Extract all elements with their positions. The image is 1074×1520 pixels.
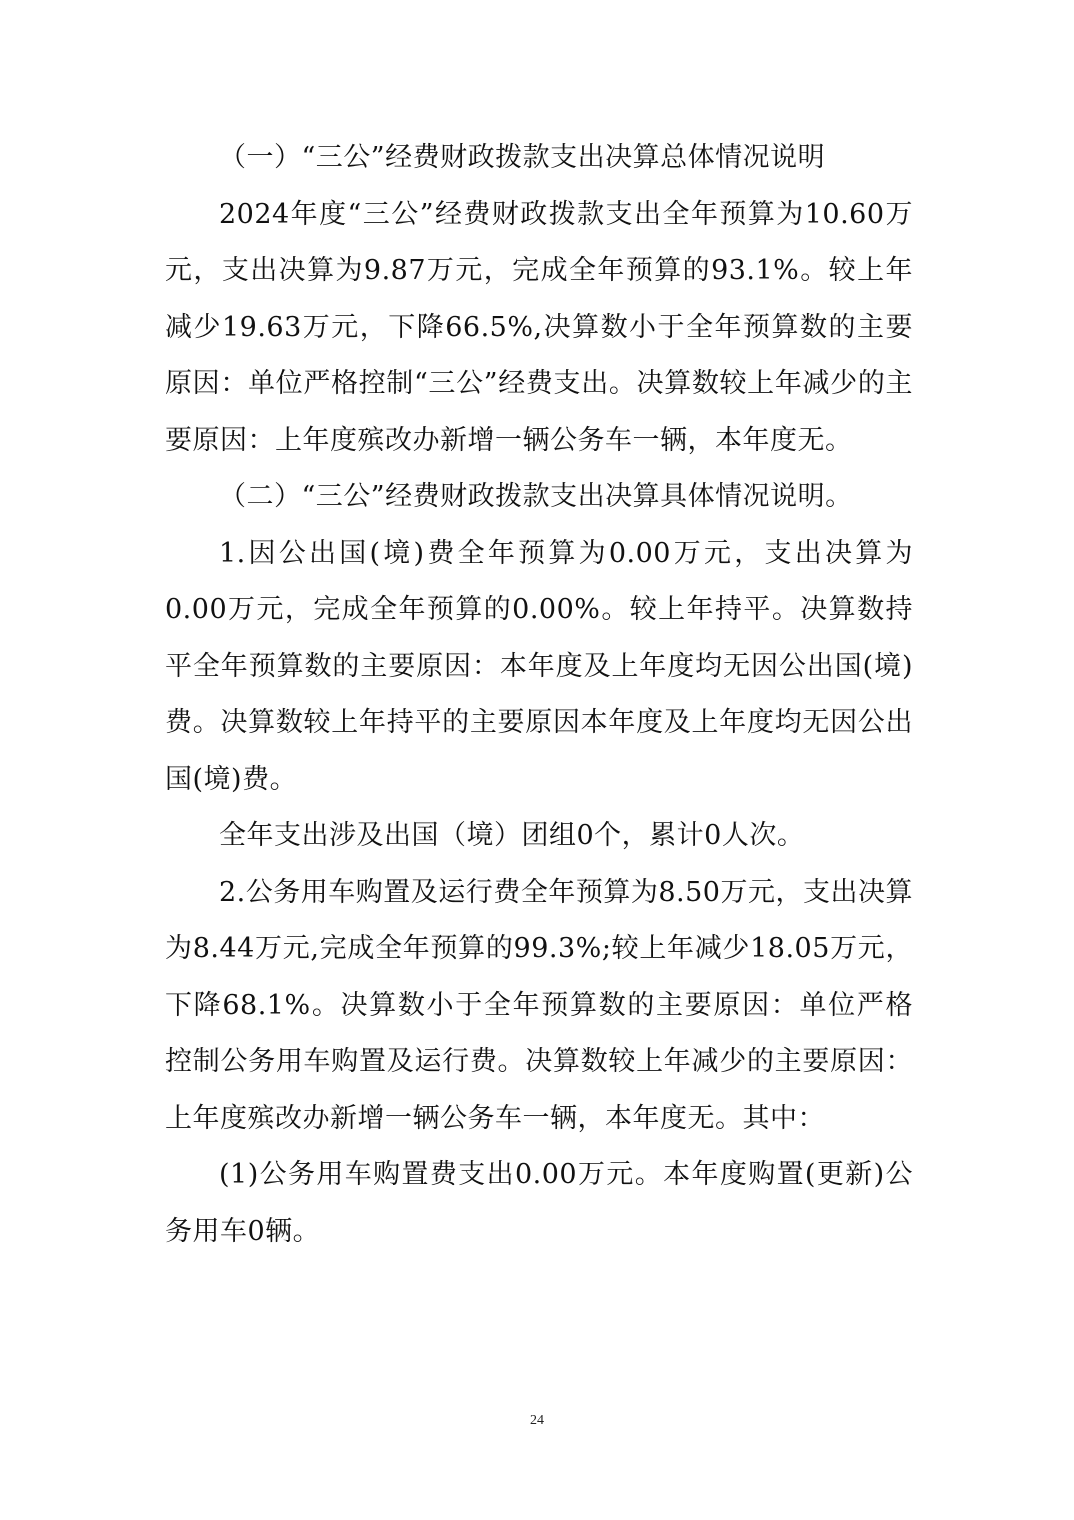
paragraph-overseas-travel: 1.因公出国(境)费全年预算为0.00万元，支出决算为0.00万元，完成全年预算的0.00%。较上年持平。决算数持平全年预算数的主要原因：本年度及上年度均无因公出国(境)费。决算数较上年持平的主要原因本年度及上年度均无因公出国(境)费。 (165, 537, 913, 795)
document-body (165, 130, 913, 1260)
section-heading-overall: （一）“三公”经费财政拨款支出决算总体情况说明 (219, 142, 826, 173)
paragraph-official-vehicles: 2.公务用车购置及运行费全年预算为8.50万元，支出决算为8.44万元,完成全年预算的99.3%;较上年减少18.05万元，下降68.1%。决算数小于全年预算数的主要原因：单位严格控制公务用车购置及运行费。决算数较上年减少的主要原因：上年度殡改办新增一辆公务车一辆，本年度无。其中： (165, 876, 913, 1134)
paragraph-overall-summary: 2024年度“三公”经费财政拨款支出全年预算为10.60万元，支出决算为9.87万元，完成全年预算的93.1%。较上年减少19.63万元，下降66.5%,决算数小于全年预算数的主要原因：单位严格控制“三公”经费支出。决算数较上年减少的主要原因：上年度殡改办新增一辆公务车一辆，本年度无。 (165, 198, 913, 456)
paragraph-overseas-groups: 全年支出涉及出国（境）团组0个，累计0人次。 (219, 820, 805, 851)
page-number: 24 (530, 1413, 544, 1428)
section-heading-detail: （二）“三公”经费财政拨款支出决算具体情况说明。 (219, 481, 853, 512)
paragraph-vehicle-purchase: (1)公务用车购置费支出0.00万元。本年度购置(更新)公务用车0辆。 (165, 1159, 913, 1247)
